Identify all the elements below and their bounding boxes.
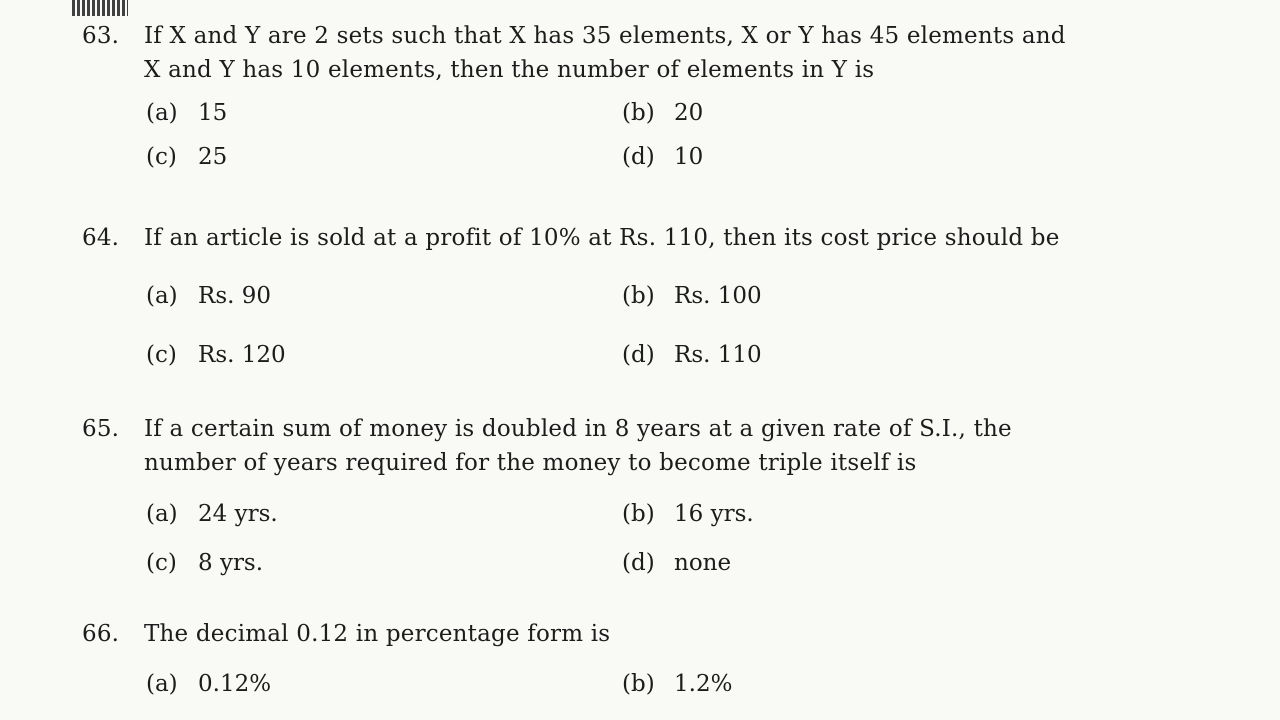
option-text: 10 [674,144,704,170]
question-text [144,617,1104,651]
option-a [146,281,271,311]
option-label: (b) [622,100,655,126]
option-text: 24 yrs. [198,501,278,527]
option-d [622,548,731,578]
option-text: 8 yrs. [198,550,264,576]
question-line: number of years required for the money to become triple itself is [144,450,917,476]
option-label: (a) [146,671,178,697]
option-text: 0.12% [198,671,272,697]
option-b [622,281,762,311]
option-c [146,340,286,370]
option-a [146,669,271,699]
option-label: (b) [622,501,655,527]
option-b [622,499,754,529]
question-text [144,412,1104,480]
option-text: none [674,550,732,576]
question-line: X and Y has 10 elements, then the number of elements in Y is [144,57,875,83]
option-label: (c) [146,342,177,368]
option-label: (b) [622,671,655,697]
option-text: Rs. 90 [198,283,272,309]
question-line: If an article is sold at a profit of 10% at Rs. 110, then its cost price should be [144,225,1060,251]
option-text: 1.2% [674,671,733,697]
option-label: (a) [146,100,178,126]
option-text: Rs. 110 [674,342,762,368]
option-label: (a) [146,501,178,527]
option-a [146,98,227,128]
option-a [146,499,278,529]
option-label: (d) [622,550,655,576]
option-c [146,548,263,578]
option-d [622,340,762,370]
option-label: (d) [622,144,655,170]
option-label: (c) [146,144,177,170]
option-label: (c) [146,550,177,576]
option-text: 15 [198,100,228,126]
question-line: If X and Y are 2 sets such that X has 35 elements, X or Y has 45 elements and [144,23,1066,49]
option-label: (a) [146,283,178,309]
question-line: If a certain sum of money is doubled in 8 years at a given rate of S.I., the [144,416,1012,442]
option-label: (d) [622,342,655,368]
option-d [622,142,703,172]
option-text: 20 [674,100,704,126]
question-number: 63. [82,23,120,49]
question-number: 64. [82,225,120,251]
option-text: Rs. 120 [198,342,286,368]
question-number: 65. [82,416,120,442]
option-text: Rs. 100 [674,283,762,309]
option-b [622,669,732,699]
option-text: 25 [198,144,228,170]
option-label: (b) [622,283,655,309]
option-text: 16 yrs. [674,501,754,527]
option-c [146,142,227,172]
option-b [622,98,703,128]
question-number: 66. [82,621,120,647]
question-text [144,19,1104,87]
question-line: The decimal 0.12 in percentage form is [144,621,611,647]
question-text [144,221,1104,255]
scan-mark-icon [72,0,128,16]
